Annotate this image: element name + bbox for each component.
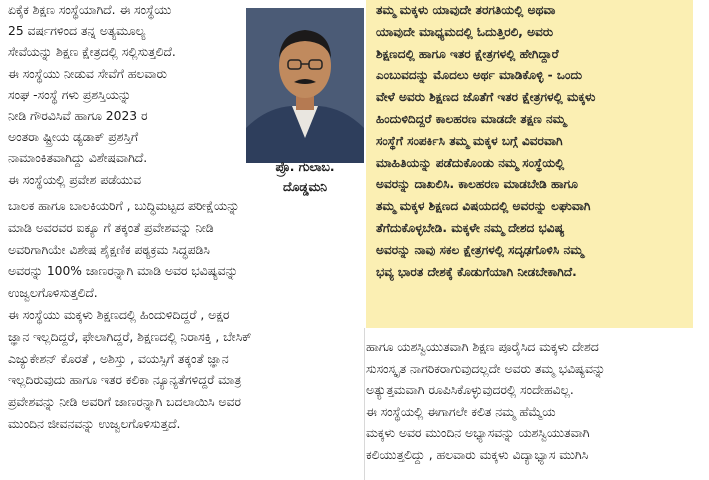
article-line: ಅವರಿಗಾಗಿಯೇ ವಿಶೇಷ ಶೈಕ್ಷಣಿಕ ಪಠ್ಯಕ್ರಮ ಸಿದ್ಧಪಡಿಸಿ [8,242,210,257]
article-line: ಕಲಿಯುತ್ತಲಿದ್ದು , ಹಲವಾರು ಮಕ್ಕಳು ವಿದ್ಯಾಭ್ಯಾಸ ಮುಗಿಸಿ [366,447,589,462]
highlight-line: ಹಿಂದುಳಿದಿದ್ದರೆ ಕಾಲಹರಣ ಮಾಡದೇ ತಕ್ಷಣ ನಮ್ಮ [376,111,566,126]
article-line: ಇಲ್ಲದಿರುವುದು ಹಾಗೂ ಇತರ ಕಲಿಕಾ ನ್ಯೂನ್ಯತೆಗಳಿದ್ದರೆ ಮಾತ್ರ [8,373,242,388]
highlight-line: ಅವರನ್ನು ನಾವು ಸಕಲ ಕ್ಷೇತ್ರಗಳಲ್ಲಿ ಸದೃಢಗೊಳಿಸಿ ನಮ್ಮ [376,242,584,257]
article-line: ಮಾಡಿ ಅವರವರ ಐಕ್ಯೂ ಗೆ ತಕ್ಕಂತೆ ಪ್ರವೇಶವನ್ನು ನೀಡಿ [8,220,214,235]
article-line: ಈ ಸಂಸ್ಥೆಯಲ್ಲಿ ಈಗಾಗಲೇ ಕಲಿತ ನಮ್ಮ ಹೆಮ್ಮೆಯ [366,404,556,419]
article-line: ಸೇವೆಯನ್ನು ಶಿಕ್ಷಣ ಕ್ಷೇತ್ರದಲ್ಲಿ ಸಲ್ಲಿಸುತ್ತಲಿದೆ. [8,45,176,60]
highlight-line: ಸಂಸ್ಥೆಗೆ ಸಂಪರ್ಕಿಸಿ ತಮ್ಮ ಮಕ್ಕಳ ಬಗ್ಗೆ ವಿವರವಾಗಿ [376,133,563,148]
author-portrait-photo [246,8,364,163]
right-article-lower [366,337,701,466]
caption-line: ಪ್ರೊ. ಗುಲಾಬ. [275,160,335,174]
article-line: ಅವರನ್ನು 100% ಜಾಣರನ್ನಾಗಿ ಮಾಡಿ ಅವರ ಭವಿಷ್ಯವನ್ನು [8,264,238,279]
article-line: ಸಂಘ -ಸಂಸ್ಥೆ ಗಳು ಪ್ರಶಸ್ತಿಯನ್ನು [8,87,132,102]
highlight-line: ಯಾವುದೇ ಮಾಧ್ಯಮದಲ್ಲಿ ಓದುತ್ತಿರಲಿ, ಅವರು [376,24,554,39]
highlight-line: ಶಿಕ್ಷಣದಲ್ಲಿ ಹಾಗೂ ಇತರ ಕ್ಷೇತ್ರಗಳಲ್ಲಿ ಹೇಗಿದ್ದಾರೆ [376,46,559,61]
caption-line: ದೊಡ್ಡಮನಿ [282,180,328,194]
article-line: ನೀಡಿ ಗೌರವಿಸಿವೆ ಹಾಗೂ 2023 ರ [8,108,148,123]
highlight-line: ಅವರನ್ನು ದಾಖಲಿಸಿ. ಕಾಲಹರಣ ಮಾಡಬೇಡಿ ಹಾಗೂ [376,177,578,192]
highlight-line: ತೆಗೆದುಕೊಳ್ಳಬೇಡಿ. ಮಕ್ಕಳೇ ನಮ್ಮ ದೇಶದ ಭವಿಷ್ಯ [376,220,565,235]
article-line: ಏಕೈಕ ಶಿಕ್ಷಣ ಸಂಸ್ಥೆಯಾಗಿದೆ. ಈ ಸಂಸ್ಥೆಯು [8,3,172,17]
highlight-line: ಮಾಹಿತಿಯನ್ನು ಪಡೆದುಕೊಂಡು ನಮ್ಮ ಸಂಸ್ಥೆಯಲ್ಲಿ [376,155,565,170]
column-divider [364,328,365,480]
article-line: ನಾಮಾಂಕಿತವಾಗಿದ್ದು ವಿಶೇಷವಾಗಿದೆ. [8,151,148,166]
article-line: ಮುಂದಿನ ಜೀವನವನ್ನು ಉಜ್ವಲಗೊಳಿಸುತ್ತದೆ. [8,416,181,431]
article-line: ಸುಸಂಸ್ಕೃತ ನಾಗರಿಕರಾಗುವುದಲ್ಲದೇ ಅವರು ತಮ್ಮ ಭವಿಷ್ಯವನ್ನು [366,361,606,376]
article-line: ಜ್ಞಾನ ಇಲ್ಲದಿದ್ದರೆ, ಫೇಲಾಗಿದ್ದರೆ, ಶಿಕ್ಷಣದಲ್ಲಿ ನಿರಾಸಕ್ತಿ , ಬೇಸಿಕ್ [8,329,252,344]
highlight-line: ತಮ್ಮ ಮಕ್ಕಳು ಯಾವುದೇ ತರಗತಿಯಲ್ಲಿ ಅಥವಾ [376,3,556,17]
article-line: ಈ ಸಂಸ್ಥೆಯಲ್ಲಿ ಪ್ರವೇಶ ಪಡೆಯುವ [8,172,141,187]
highlight-line: ಭವ್ಯ ಭಾರತ ದೇಶಕ್ಕೆ ಕೊಡುಗೆಯಾಗಿ ನೀಡಬೇಕಾಗಿದೆ. [376,264,577,279]
left-article-lower [8,196,363,436]
article-line: ಹಾಗೂ ಯಶಸ್ವಿಯುತವಾಗಿ ಶಿಕ್ಷಣ ಪೂರೈಸಿದ ಮಕ್ಕಳು ದೇಶದ [366,340,599,354]
article-line: 25 ವರ್ಷಗಳಿಂದ ತನ್ನ ಅತ್ಯಮೂಲ್ಯ [8,24,146,39]
article-line: ಎಜ್ಯುಕೇಶನ್ ಕೊರತೆ , ಅಶಿಸ್ತು , ವಯಸ್ಸಿಗೆ ತಕ್ಕಂತೆ ಜ್ಞಾನ [8,351,229,366]
portrait-icon [246,8,364,163]
article-line: ಪ್ರವೇಶವನ್ನು ನೀಡಿ ಅವರಿಗೆ ಜಾಣರನ್ನಾಗಿ ಬದಲಾಯಿಸಿ ಅವರ [8,395,241,410]
article-line: ಈ ಸಂಸ್ಥೆಯು ಮಕ್ಕಳು ಶಿಕ್ಷಣದಲ್ಲಿ ಹಿಂದುಳಿದಿದ್ದರೆ , ಅಕ್ಷರ [8,307,230,322]
highlight-line: ವೇಳೆ ಅವರು ಶಿಕ್ಷಣದ ಜೊತೆಗೆ ಇತರ ಕ್ಷೇತ್ರಗಳಲ್ಲಿ ಮಕ್ಕಳು [376,90,596,105]
left-article-column [8,0,246,191]
article-line: ಈ ಸಂಸ್ಥೆಯು ನೀಡುವ ಸೇವೆಗೆ ಹಲವಾರು [8,66,167,81]
highlight-line: ಎಂಬುವದನ್ನು ಮೊದಲು ಅರ್ಥ ಮಾಡಿಕೊಳ್ಳಿ - ಒಂದು [376,68,583,83]
article-line: ಉಜ್ವಲಗೊಳಿಸುತ್ತಲಿದೆ. [8,286,98,301]
article-line: ಅಂತರಾ ಷ್ಟ್ರೀಯ ಡ್ಯಡಾಕ್ ಪ್ರಶಸ್ತಿಗೆ [8,130,139,145]
article-line: ಅತ್ಯುತ್ತಮವಾಗಿ ರೂಪಿಸಿಕೊಳ್ಳುವುದರಲ್ಲಿ ಸಂದೇಹವಿಲ್ಲ. [366,383,574,397]
article-line: ಮಕ್ಕಳು ಅವರ ಮುಂದಿನ ಅಭ್ಯಾಸವನ್ನು ಯಶಸ್ವಿಯುತವಾಗಿ [366,426,590,440]
article-line: ಬಾಲಕ ಹಾಗೂ ಬಾಲಕಿಯರಿಗೆ , ಬುದ್ಧಿಮಟ್ಟದ ಪರೀಕ್ಷೆಯನ್ನು [8,199,240,213]
photo-caption [246,157,364,197]
highlight-line: ತಮ್ಮ ಮಕ್ಕಳ ಶಿಕ್ಷಣದ ವಿಷಯದಲ್ಲಿ ಅವರನ್ನು ಲಘುವಾಗಿ [376,199,591,214]
highlight-box-text [376,0,694,283]
